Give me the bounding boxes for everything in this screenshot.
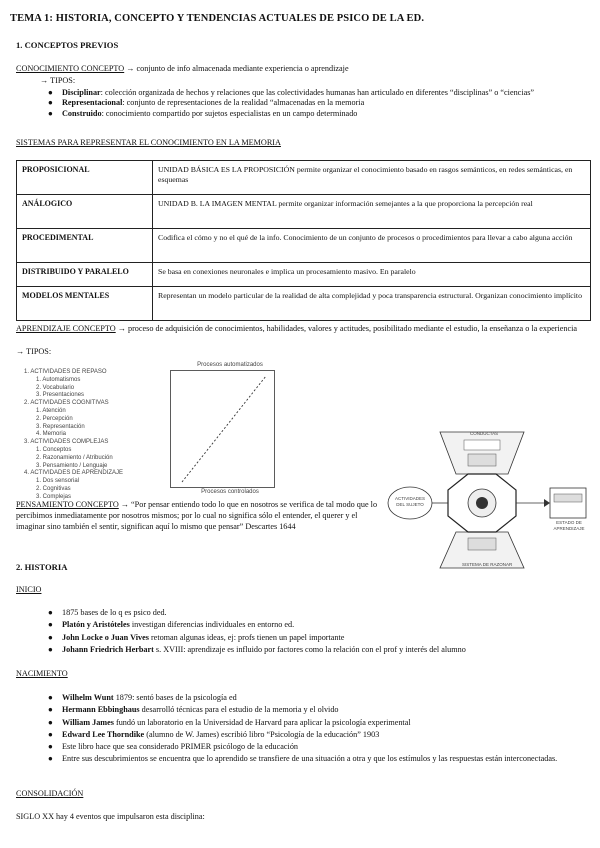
- inicio-label: INICIO: [16, 585, 42, 594]
- pensamiento-def: [16, 500, 384, 532]
- chart-top-label: Procesos automatizados: [197, 362, 263, 368]
- sistemas-heading: SISTEMAS PARA REPRESENTAR EL CONOCIMIENTO EN LA MEMORIA: [16, 138, 281, 147]
- table-row: PROCEDIMENTAL Codifica el cómo y no el qué de la info. Conocimiento de un conjunto de procesos o procedimientos para llevar a cabo alguna acción: [17, 229, 591, 263]
- list-item: ● Wilhelm Wunt 1879: sentó bases de la psicología ed: [48, 693, 237, 702]
- aprendizaje-def: [16, 324, 592, 334]
- list-item: ● William James fundó un laboratorio en la Universidad de Harvard para aplicar la psicología experimental: [48, 717, 411, 727]
- table-row: PROPOSICIONAL UNIDAD BÁSICA ES LA PROPOSICIÓN permite organizar el conocimiento basado en rasgos semánticos, en redes semánticas, en esquemas: [17, 161, 591, 195]
- list-item: ● Disciplinar: colección organizada de hechos y relaciones que las colectividades humanas han articulado en diferentes “disciplinas” o “ciencias”: [48, 88, 535, 97]
- table-row: ANÁLOGICO UNIDAD B. LA IMAGEN MENTAL permite organizar información semejantes a la que proporciona la percepción real: [17, 195, 591, 229]
- aprendizaje-text: → proceso de adquisición de conocimientos, habilidades, valores y actitudes, posibilitado mediante el estudio, la enseñanza o la experiencia: [117, 324, 578, 333]
- nacimiento-label: NACIMIENTO: [16, 669, 68, 678]
- list-item: ● Platón y Aristóteles investigan diferencias individuales en entorno ed.: [48, 620, 295, 630]
- list-item: ● Construido: conocimiento compartido por sujetos especialistas en un campo determinado: [48, 108, 358, 118]
- diagram-top-label: CONDUCTAS: [470, 431, 499, 436]
- aprendizaje-list-image: 1. ACTIVIDADES DE REPASO 1. Automatismos 2. Vocabulario 3. Presentaciones 2. ACTIVIDADES COGNITIVAS 1. Atención 2. Percepción 3. Representación 4. Memoria 3. ACTIVIDADES COMPLEJAS 1. Conceptos 2. Razonamiento / Atribución 3. Pensamiento / Lenguaje 4. ACTIVIDADES DE APRENDIZAJE 1. Dos sensorial 2. Cognitivas 3. Complejas: [24, 369, 124, 500]
- list-item: ● 1875 bases de lo q es psico ded.: [48, 608, 167, 617]
- table-row: DISTRIBUIDO Y PARALELO Se basa en conexiones neuronales e implica un procesamiento masivo. En paralelo: [17, 263, 591, 287]
- section-heading-historia: 2. HISTORIA: [16, 562, 68, 572]
- consolidacion-text: SIGLO XX hay 4 eventos que impulsaron esta disciplina:: [16, 812, 205, 821]
- conocimiento-text: → conjunto de info almacenada mediante experiencia o aprendizaje: [126, 64, 349, 73]
- diagram-bottom-label: SISTEMA DE RAZONAR: [462, 562, 513, 567]
- list-item: ● Hermann Ebbinghaus desarrolló técnicas para el estudio de la memoria y el olvido: [48, 705, 339, 715]
- processes-chart: [170, 370, 275, 488]
- nacimiento-list: [46, 692, 586, 766]
- table-row: MODELOS MENTALES Representan un modelo particular de la realidad de alta complejidad y poca transparencia estructural. Organizan conocimiento implícito: [17, 287, 591, 321]
- conocimiento-def: [16, 64, 349, 74]
- consolidacion-label: CONSOLIDACIÓN: [16, 789, 84, 798]
- pensamiento-text: → “Por pensar entiendo todo lo que en nosotros se verifica de tal modo que lo percibimos inmediatamente por nosotros mismos; por lo cual no significa sólo el entender, el querer y el imaginar sino también el sentir, significan aquí lo mismo que pensar” Descartes 1644: [16, 500, 378, 531]
- aprendizaje-tipos: → TIPOS:: [16, 347, 52, 356]
- section-heading-conceptos: 1. CONCEPTOS PREVIOS: [16, 40, 119, 50]
- chart-bottom-label: Procesos controlados: [201, 489, 259, 495]
- list-item: ● Representacional: conjunto de representaciones de la realidad “almacenadas en la memoria: [48, 98, 365, 108]
- inicio-list: [46, 607, 592, 656]
- list-item: ● Edward Lee Thorndike (alumno de W. James) escribió libro “Psicología de la educación” 1903: [48, 729, 380, 739]
- sistemas-table: [16, 160, 591, 321]
- list-item: ● John Locke o Juan Vives retoman algunas ideas, ej: profs tienen un papel importante: [48, 632, 345, 642]
- list-item: ● Johann Friedrich Herbart s. XVIII: aprendizaje es influido por factores como la relación con el prof y interés del alumno: [48, 644, 466, 654]
- page-title: TEMA 1: HISTORIA, CONCEPTO Y TENDENCIAS ACTUALES DE PSICO DE LA ED.: [10, 13, 425, 24]
- diagram-right-label: ESTADO DE APRENDIZAJE: [553, 520, 585, 531]
- list-item: ● Este libro hace que sea considerado PRIMER psicólogo de la educación: [48, 742, 299, 752]
- list-item: ● Entre sus descubrimientos se encuentra que lo aprendido se transfiere de una situación a otra y que los estímulos y las respuestas están interconectadas.: [48, 754, 558, 764]
- conocimiento-tipos: → TIPOS:: [40, 76, 76, 85]
- conocimiento-label: CONOCIMIENTO CONCEPTO: [16, 64, 125, 73]
- pensamiento-label: PENSAMIENTO CONCEPTO: [16, 500, 119, 509]
- diagram-left-label: ACTIVIDADES DEL SUJETO: [394, 496, 425, 507]
- aprendizaje-label: APRENDIZAJE CONCEPTO: [16, 324, 116, 333]
- conocimiento-list: [46, 88, 592, 119]
